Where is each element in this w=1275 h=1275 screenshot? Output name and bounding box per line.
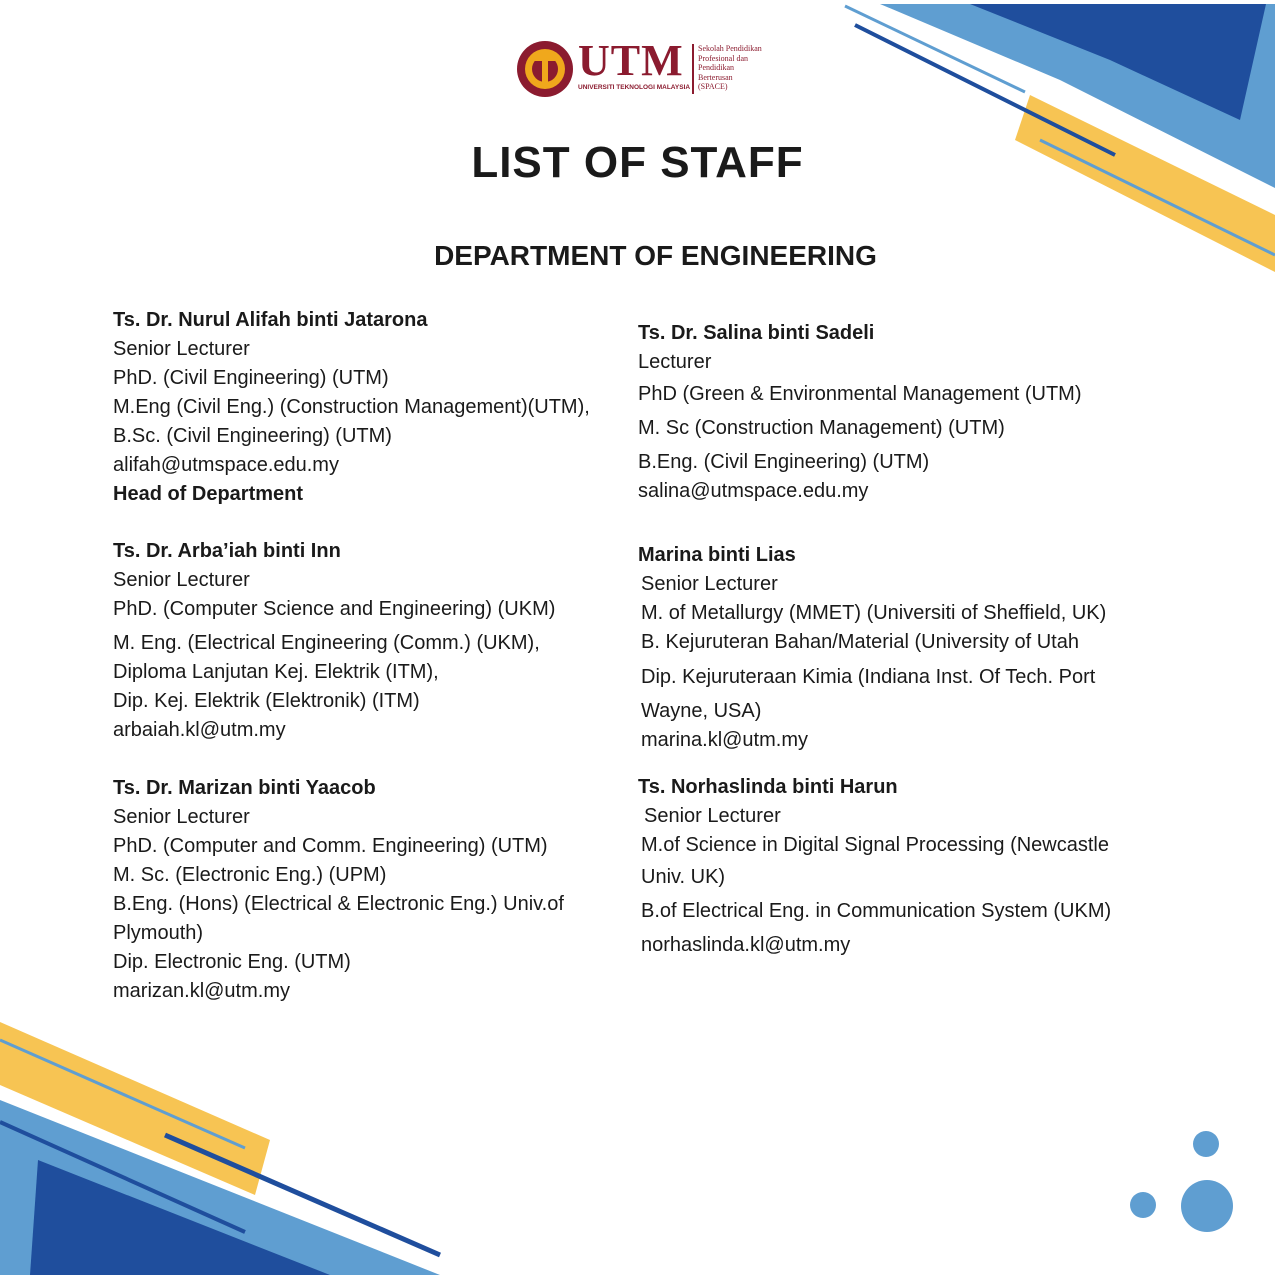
staff-qualification: B.Eng. (Hons) (Electrical & Electronic Eng.) Univ.of [113,893,564,915]
decor-dot-small-left [1130,1192,1156,1218]
staff-qualification: B.Sc. (Civil Engineering) (UTM) [113,425,392,447]
staff-qualification: M. Eng. (Electrical Engineering (Comm.) (UKM), [113,632,540,654]
staff-position: Senior Lecturer [641,573,778,595]
staff-qualification: M.of Science in Digital Signal Processing (Newcastle [641,834,1109,856]
staff-name: Ts. Dr. Marizan binti Yaacob [113,777,376,799]
decor-dot-small-top [1193,1131,1219,1157]
school-name-line: (SPACE) [698,82,728,91]
staff-qualification: M. Sc. (Electronic Eng.) (UPM) [113,864,387,886]
staff-qualification: B. Kejuruteran Bahan/Material (University of Utah [641,631,1079,653]
department-title: DEPARTMENT OF ENGINEERING [434,240,877,271]
staff-qualification: B.Eng. (Civil Engineering) (UTM) [638,451,930,473]
school-name-line: Berterusan [698,72,733,82]
logo-divider [692,44,694,94]
staff-qualification: Dip. Kejuruteraan Kimia (Indiana Inst. Of Tech. Port [641,666,1096,688]
staff-name: Ts. Dr. Arba’iah binti Inn [113,540,341,562]
staff-name: Marina binti Lias [638,544,796,566]
staff-email: arbaiah.kl@utm.my [113,719,286,741]
decor-dot-large [1181,1180,1233,1232]
staff-entry-arbaiah [113,537,555,745]
staff-qualification: Dip. Electronic Eng. (UTM) [113,951,351,973]
school-name [698,44,778,92]
staff-entry-marina [638,541,1106,752]
university-name: UNIVERSITI TEKNOLOGI MALAYSIA [578,84,691,91]
staff-position: Senior Lecturer [113,338,250,360]
utm-seal-icon [516,40,574,98]
staff-email: norhaslinda.kl@utm.my [641,934,851,956]
staff-qualification: B.of Electrical Eng. in Communication System (UKM) [641,900,1112,922]
staff-entry-alifah [113,306,590,509]
staff-qualification: M. Sc (Construction Management) (UTM) [638,417,1005,439]
staff-qualification: Plymouth) [113,922,204,944]
school-name-line: Pendidikan [698,63,734,72]
staff-qualification: M. of Metallurgy (MMET) (Universiti of Sheffield, UK) [641,602,1107,624]
staff-name: Ts. Dr. Nurul Alifah binti Jatarona [113,309,428,331]
staff-name: Ts. Norhaslinda binti Harun [638,776,898,798]
staff-position: Senior Lecturer [113,569,250,591]
school-name-line: Sekolah Pendidikan [698,44,762,53]
staff-email: marizan.kl@utm.my [113,980,290,1002]
utm-space-logo [516,36,768,98]
utm-wordmark: UTM [578,36,684,85]
staff-position: Senior Lecturer [644,805,781,827]
staff-role: Head of Department [113,483,304,505]
staff-qualification: Diploma Lanjutan Kej. Elektrik (ITM), [113,661,439,683]
staff-position: Lecturer [638,351,712,373]
staff-name: Ts. Dr. Salina binti Sadeli [638,322,875,344]
staff-qualification: PhD. (Computer and Comm. Engineering) (UTM) [113,835,548,857]
staff-qualification: Wayne, USA) [641,700,762,722]
staff-entry-marizan [113,774,564,1006]
staff-qualification: PhD. (Civil Engineering) (UTM) [113,367,389,389]
staff-email: alifah@utmspace.edu.my [113,454,339,476]
staff-email: marina.kl@utm.my [641,729,808,751]
staff-qualification: PhD (Green & Environmental Management (UTM) [638,383,1082,405]
staff-qualification: PhD. (Computer Science and Engineering) (UKM) [113,598,556,620]
staff-qualification: Univ. UK) [641,866,726,888]
staff-entry-salina [638,319,1082,503]
staff-email: salina@utmspace.edu.my [638,480,869,502]
staff-qualification: M.Eng (Civil Eng.) (Construction Management)(UTM), [113,396,590,418]
page-title: LIST OF STAFF [471,138,804,187]
school-name-line: Profesional dan [698,53,748,63]
staff-entry-norhaslinda [638,773,1111,962]
staff-position: Senior Lecturer [113,806,250,828]
staff-qualification: Dip. Kej. Elektrik (Elektronik) (ITM) [113,690,420,712]
